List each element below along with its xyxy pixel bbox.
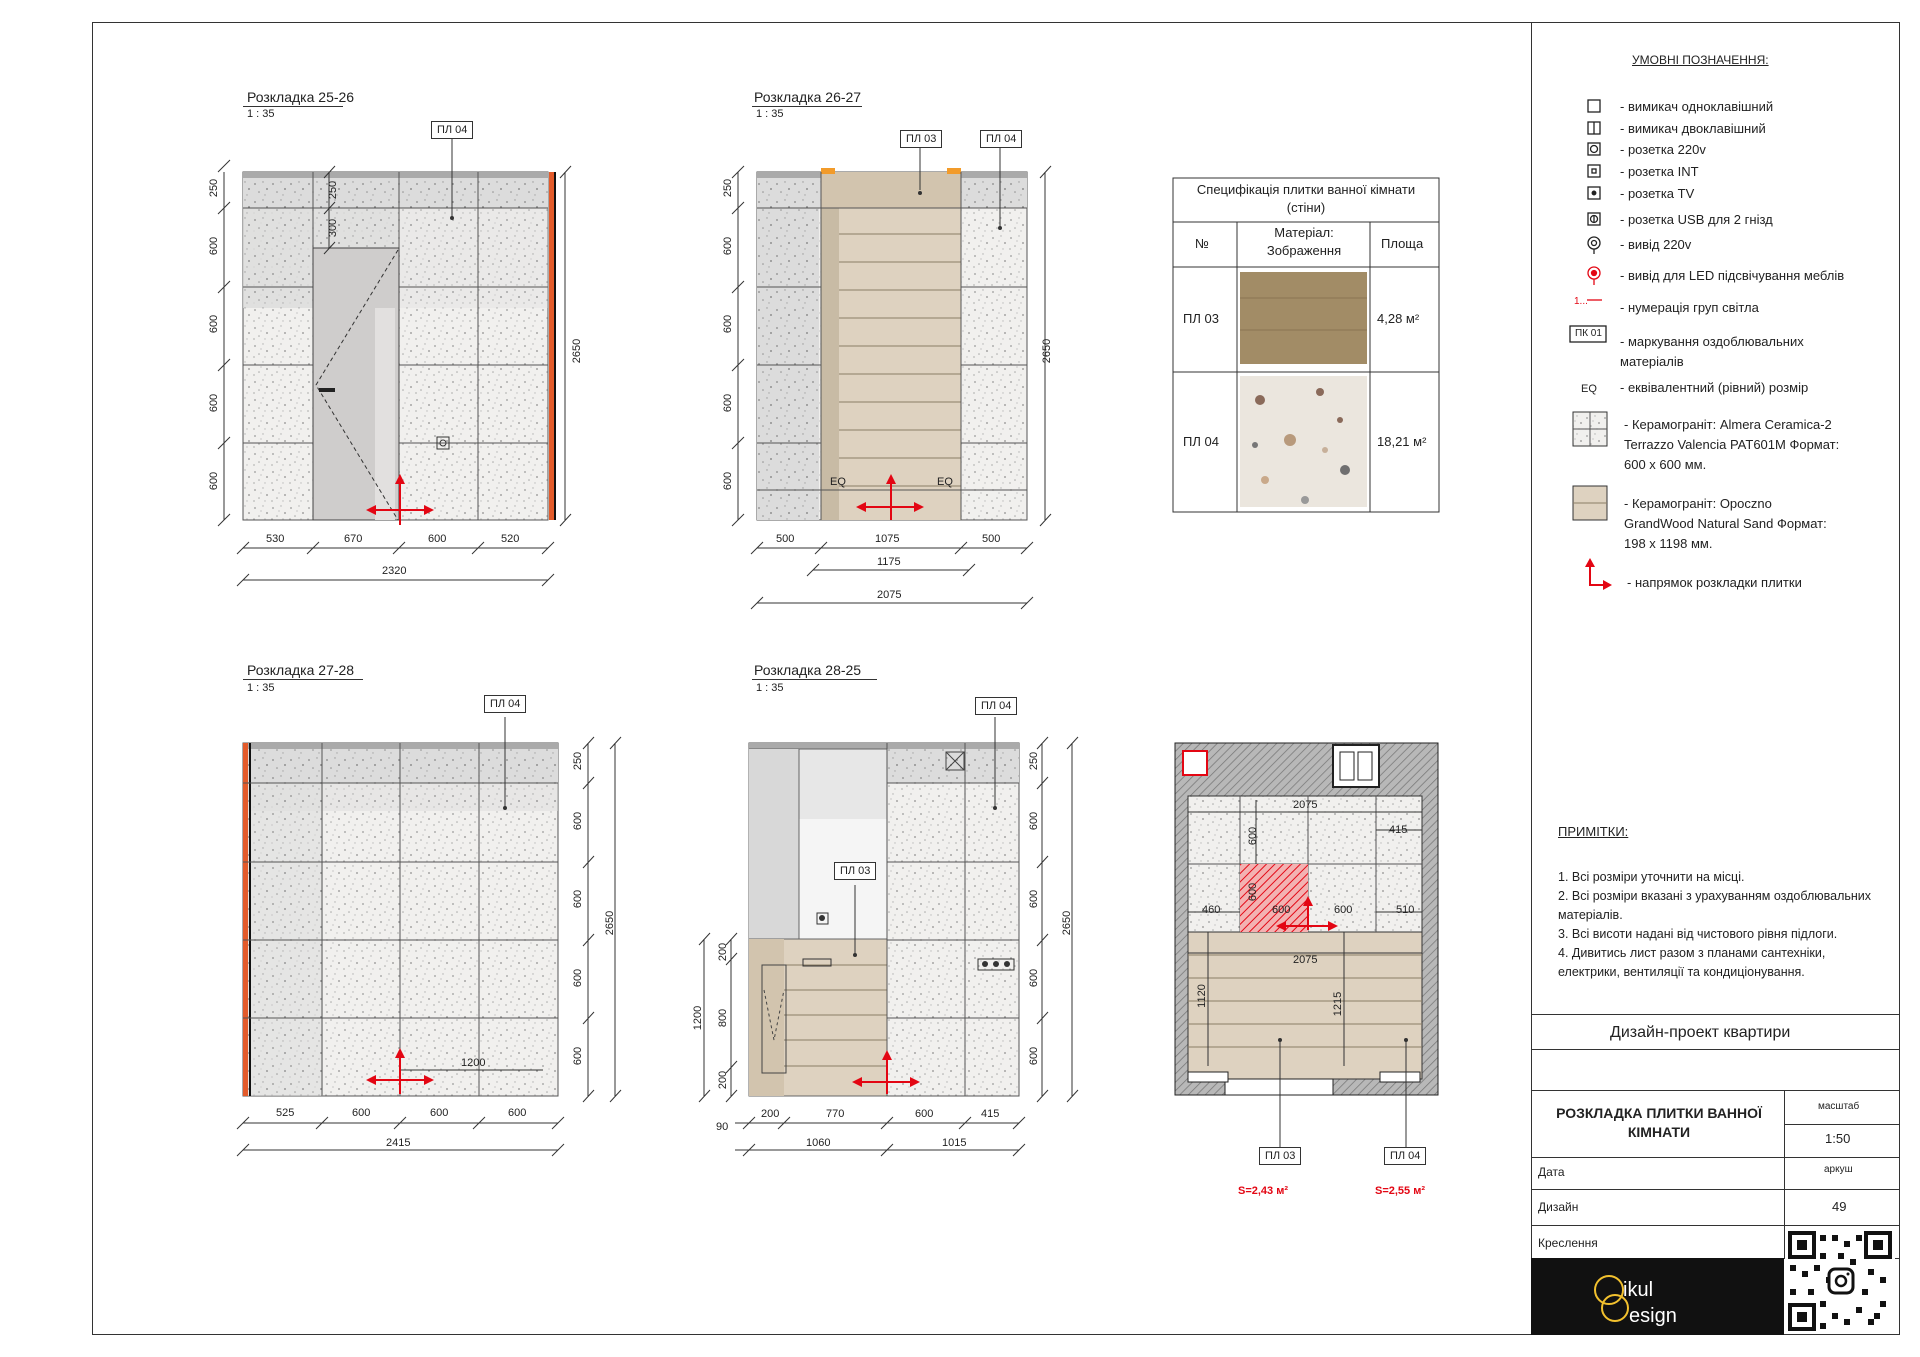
dim-label: 600: [1028, 889, 1041, 909]
light-group-symbol: 1...: [1574, 296, 1588, 307]
dim-label: 2075: [1293, 799, 1318, 811]
legend-item: - маркування оздоблювальних матеріалів: [1620, 334, 1804, 369]
elevation-27-28: [237, 717, 621, 1156]
dim-label: 600: [508, 1107, 527, 1119]
dim-label: 600: [208, 471, 221, 491]
dim-label: 250: [208, 178, 221, 198]
legend-title: УМОВНІ ПОЗНАЧЕННЯ:: [1632, 53, 1769, 67]
dim-label: 250: [572, 751, 585, 771]
dim-label: 300: [327, 218, 340, 238]
dim-label: 500: [982, 533, 1001, 545]
material-callout: ПЛ 03: [1259, 1147, 1301, 1165]
dim-height: 2650: [571, 338, 584, 364]
view-scale: 1 : 35: [247, 108, 275, 120]
view-scale: 1 : 35: [247, 682, 275, 694]
dim-label: 600: [722, 471, 735, 491]
eq-label: EQ: [937, 476, 953, 488]
panel-divider: [1531, 22, 1532, 1335]
view-title: Розкладка 26-27: [754, 89, 862, 105]
dim-label: 600: [1028, 968, 1041, 988]
tb-line: [1531, 1225, 1900, 1226]
dim-label: 600: [1247, 882, 1260, 902]
legend-item: - розетка USB для 2 гнізд: [1620, 212, 1773, 227]
note-item: 2. Всі розміри вказані з урахуванням оздоблювальних матеріалів.: [1558, 889, 1872, 922]
legend-item: - еквівалентний (рівний) розмір: [1620, 380, 1809, 395]
material-mark-symbol: ПК 01: [1575, 328, 1602, 339]
dim-label: 670: [344, 533, 363, 545]
note-item: 3. Всі висоти надані від чистового рівня підлоги.: [1558, 927, 1838, 941]
dim-label: 415: [1389, 824, 1408, 836]
material-callout: ПЛ 03: [900, 130, 942, 148]
legend-item: - вимикач одноклавішний: [1620, 99, 1774, 114]
spec-header-material: Матеріал: Зображення: [1266, 225, 1342, 258]
view-title: Розкладка 27-28: [247, 662, 355, 678]
legend-item: - розетка TV: [1620, 186, 1695, 201]
title-underline: [752, 679, 877, 680]
dim-label: 600: [208, 393, 221, 413]
elevation-28-25: [699, 717, 1078, 1156]
tb-line: [1531, 1049, 1900, 1050]
eq-symbol: EQ: [1581, 383, 1597, 395]
spec-code: ПЛ 03: [1183, 311, 1219, 326]
dim-label: 600: [572, 968, 585, 988]
dim-label: 1175: [877, 556, 901, 568]
tb-line: [1784, 1124, 1900, 1125]
title-underline: [243, 679, 363, 680]
dim-label: 1075: [875, 533, 900, 545]
legend-tile: - Керамограніт: Opoczno GrandWood Natural Sand Формат: 198 х 1198 мм.: [1624, 496, 1827, 551]
view-scale: 1 : 35: [756, 108, 784, 120]
dim-label: 510: [1396, 904, 1415, 916]
tb-line: [1531, 1090, 1900, 1091]
dim-label: 600: [208, 236, 221, 256]
dim-label: 250: [1028, 751, 1041, 771]
note-item: 1. Всі розміри уточнити на місці.: [1558, 870, 1745, 884]
legend-tile: - Керамограніт: Almera Ceramica-2 Terrazzo Valencia PAT601M Формат: 600 х 600 мм.: [1624, 417, 1840, 472]
dim-label: 600: [722, 314, 735, 334]
material-callout: ПЛ 04: [1384, 1147, 1426, 1165]
legend-item: - розетка INT: [1620, 164, 1699, 179]
spec-title: Специфікація плитки ванної кімнати (стіни): [1196, 182, 1416, 215]
qr-pattern: [1785, 1229, 1895, 1333]
drawing-label: Креслення: [1538, 1236, 1598, 1250]
legend-item: - розетка 220v: [1620, 142, 1706, 157]
title-underline: [243, 106, 343, 107]
spec-area: 4,28 м²: [1377, 311, 1420, 326]
dim-height: 2650: [1061, 910, 1074, 936]
dim-label: 1120: [1195, 984, 1208, 1008]
notes-list: [1558, 868, 1876, 982]
dim-label: 200: [761, 1108, 780, 1120]
date-label: Дата: [1538, 1165, 1565, 1179]
dim-label: 1200: [461, 1057, 486, 1069]
design-label: Дизайн: [1538, 1200, 1579, 1214]
dim-label: 770: [826, 1108, 845, 1120]
logo-block: [1531, 1258, 1784, 1335]
dim-label: 600: [208, 314, 221, 334]
dim-label: 600: [915, 1108, 934, 1120]
dim-label: 600: [1272, 904, 1291, 916]
elevation-25-26: [218, 138, 571, 586]
dim-label: 800: [717, 1008, 730, 1028]
scale-label: масштаб: [1818, 1101, 1860, 1112]
dim-label: 600: [722, 393, 735, 413]
material-callout: ПЛ 04: [484, 695, 526, 713]
dim-label: 600: [430, 1107, 449, 1119]
dim-label: 500: [776, 533, 795, 545]
dim-label: 600: [1028, 1046, 1041, 1066]
dim-label: 600: [1247, 826, 1260, 846]
dim-total: 2320: [382, 565, 407, 577]
notes-title: ПРИМІТКИ:: [1558, 824, 1629, 839]
dim-label: 415: [981, 1108, 1000, 1120]
spec-code: ПЛ 04: [1183, 434, 1219, 449]
dim-label: 520: [501, 533, 520, 545]
view-scale: 1 : 35: [756, 682, 784, 694]
tb-line: [1531, 1157, 1900, 1158]
dim-height: 2650: [1041, 338, 1054, 364]
view-title: Розкладка 25-26: [247, 89, 355, 105]
dim-total: 1060: [806, 1137, 831, 1149]
dim-label: 1200: [692, 1005, 705, 1031]
eq-label: EQ: [830, 476, 846, 488]
title-underline: [752, 106, 862, 107]
note-item: 4. Дивитись лист разом з планами сантехніки, електрики, вентиляції та кондиціонування.: [1558, 946, 1826, 979]
sheet-number: 49: [1832, 1199, 1847, 1214]
project-name: Дизайн-проект квартири: [1610, 1024, 1791, 1041]
dim-label: 600: [722, 236, 735, 256]
dim-label: 600: [572, 1046, 585, 1066]
logo-text-top: ikul: [1623, 1279, 1654, 1301]
dim-label: 2075: [1293, 954, 1318, 966]
dim-label: 250: [722, 178, 735, 198]
legend-item: - напрямок розкладки плитки: [1627, 575, 1802, 590]
dim-label: 460: [1202, 904, 1221, 916]
dim-label: 200: [717, 942, 730, 962]
qr-code[interactable]: [1785, 1229, 1895, 1333]
dim-total: 1015: [942, 1137, 967, 1149]
logo-text-bottom: esign: [1629, 1305, 1677, 1327]
dim-total: 2075: [877, 589, 902, 601]
spec-area: 18,21 м²: [1377, 434, 1427, 449]
sheet-title: РОЗКЛАДКА ПЛИТКИ ВАННОЇ КІМНАТИ: [1556, 1105, 1762, 1140]
sheet-label: аркуш: [1824, 1164, 1853, 1175]
scale-value: 1:50: [1825, 1131, 1851, 1146]
dim-label: 90: [716, 1121, 729, 1133]
dim-label: 600: [1028, 811, 1041, 831]
dim-height: 2650: [604, 910, 617, 936]
legend-item: - вимикач двоклавішний: [1620, 121, 1766, 136]
area-label: S=2,55 м²: [1375, 1185, 1426, 1197]
material-callout: ПЛ 03: [834, 862, 876, 880]
dim-label: 600: [1334, 904, 1353, 916]
spec-header-area: Площа: [1381, 236, 1424, 251]
area-label: S=2,43 м²: [1238, 1185, 1289, 1197]
material-callout: ПЛ 04: [431, 121, 473, 139]
dim-label: 600: [352, 1107, 371, 1119]
tb-line: [1531, 1189, 1900, 1190]
dim-label: 200: [717, 1070, 730, 1090]
dim-label: 600: [572, 889, 585, 909]
material-callout: ПЛ 04: [975, 697, 1017, 715]
legend-item: - нумерація груп світла: [1620, 300, 1759, 315]
dim-label: 600: [572, 811, 585, 831]
dim-label: 600: [428, 533, 447, 545]
dim-label: 250: [327, 180, 340, 200]
dim-label: 530: [266, 533, 285, 545]
dim-total: 2415: [386, 1137, 411, 1149]
legend-item: - вивід для LED підсвічування меблів: [1620, 268, 1845, 283]
dim-label: 525: [276, 1107, 295, 1119]
logo-mark: [1531, 1258, 1784, 1335]
dim-label: 1215: [1332, 991, 1345, 1017]
spec-header-number: №: [1195, 236, 1209, 251]
legend-item: - вивід 220v: [1620, 237, 1692, 252]
tb-line: [1531, 1014, 1900, 1015]
view-title: Розкладка 28-25: [754, 662, 862, 678]
material-callout: ПЛ 04: [980, 130, 1022, 148]
